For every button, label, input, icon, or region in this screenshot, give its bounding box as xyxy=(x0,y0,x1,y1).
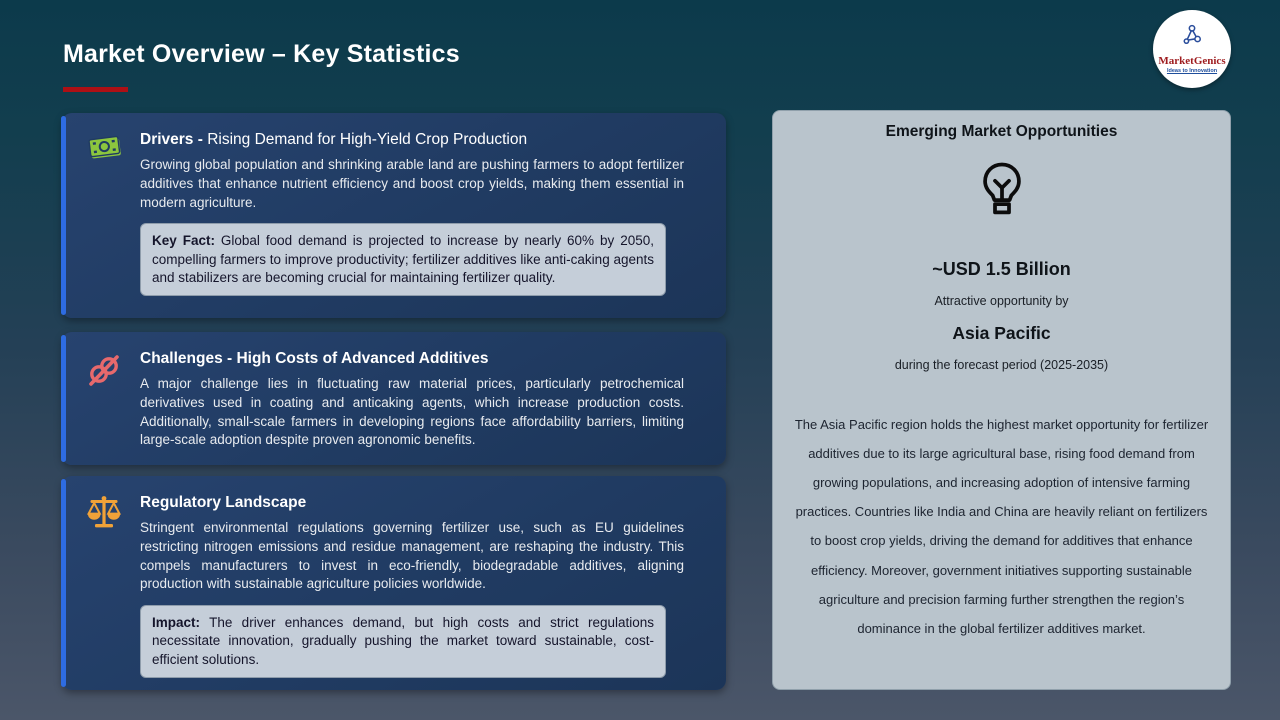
money-icon xyxy=(86,130,124,296)
challenges-body: A major challenge lies in fluctuating raw material prices, particularly petrochemical derivatives used in coating and anticaking agents, which increase production costs. Additionally, small-scale farmers in developing regions face affordability barriers, limiting large-scale adoption despite proven agronomic benefits. xyxy=(140,376,684,448)
opportunity-title: Emerging Market Opportunities xyxy=(885,123,1118,140)
challenges-title: Challenges - High Costs of Advanced Additives xyxy=(140,350,489,367)
title-underline xyxy=(63,87,128,92)
drivers-title xyxy=(140,130,684,149)
logo-tagline: Ideas to Innovation xyxy=(1166,68,1218,74)
drivers-body: Growing global population and shrinking arable land are pushing farmers to adopt fertilizer additives that enhance nutrient efficiency and boost crop yields, making them essential in modern agriculture. xyxy=(140,157,684,210)
logo-name: MarketGenics xyxy=(1158,55,1226,67)
impact-box xyxy=(140,605,666,678)
regulatory-card xyxy=(62,476,726,690)
balance-scale-icon xyxy=(86,493,124,678)
challenges-card xyxy=(62,332,726,465)
opportunity-region: Asia Pacific xyxy=(952,323,1051,343)
impact-text: The driver enhances demand, but high costs and strict regulations necessitate innovation, gradually pushing the market toward sustainable, cost-efficient solutions. xyxy=(152,614,654,667)
opportunity-value: ~USD 1.5 Billion xyxy=(932,259,1071,279)
broken-link-icon xyxy=(86,349,124,450)
impact-label: Impact: xyxy=(152,614,201,630)
drivers-title-label: Drivers - xyxy=(140,131,208,148)
key-fact-label: Key Fact: xyxy=(152,233,215,249)
regulatory-body: Stringent environmental regulations governing fertilizer use, such as EU guidelines restricting nitrogen emissions and residue management, are reshaping the industry. This compels manufacturers to invest in eco-friendly, biodegradable additives, aligning production with sustainable agriculture policies worldwide. xyxy=(140,520,684,592)
card-accent-bar xyxy=(61,116,66,315)
card-accent-bar xyxy=(61,335,66,462)
regulatory-title: Regulatory Landscape xyxy=(140,494,307,511)
molecule-icon xyxy=(1179,24,1205,53)
page-title: Market Overview – Key Statistics xyxy=(63,40,460,68)
marketgenics-logo xyxy=(1153,10,1231,88)
opportunity-body: The Asia Pacific region holds the highest market opportunity for fertilizer additives due to its large agricultural base, rising food demand from growing populations, and increasing adoption of intensive farming practices. Countries like India and China are heavily reliant on fertilizers to boost crop yields, driving the demand for additives that enhance efficiency. Moreover, government initiatives supporting sustainable agriculture and precision farming further strengthen the region’s dominance in the global fertilizer additives market. xyxy=(794,417,1209,636)
drivers-title-rest: Rising Demand for High-Yield Crop Production xyxy=(207,131,528,148)
opportunity-period: during the forecast period (2025-2035) xyxy=(894,358,1109,372)
lightbulb-icon xyxy=(978,161,1026,217)
drivers-card xyxy=(62,113,726,318)
key-fact-box xyxy=(140,223,666,296)
opportunity-caption: Attractive opportunity by xyxy=(934,294,1069,308)
key-fact-text: Global food demand is projected to increase by nearly 60% by 2050, compelling farmers to improve productivity; fertilizer additives like anti-caking agents and stabilizers are becoming crucial for maintaining fertilizer quality. xyxy=(152,233,654,285)
opportunity-panel xyxy=(772,110,1231,690)
card-accent-bar xyxy=(61,479,66,687)
